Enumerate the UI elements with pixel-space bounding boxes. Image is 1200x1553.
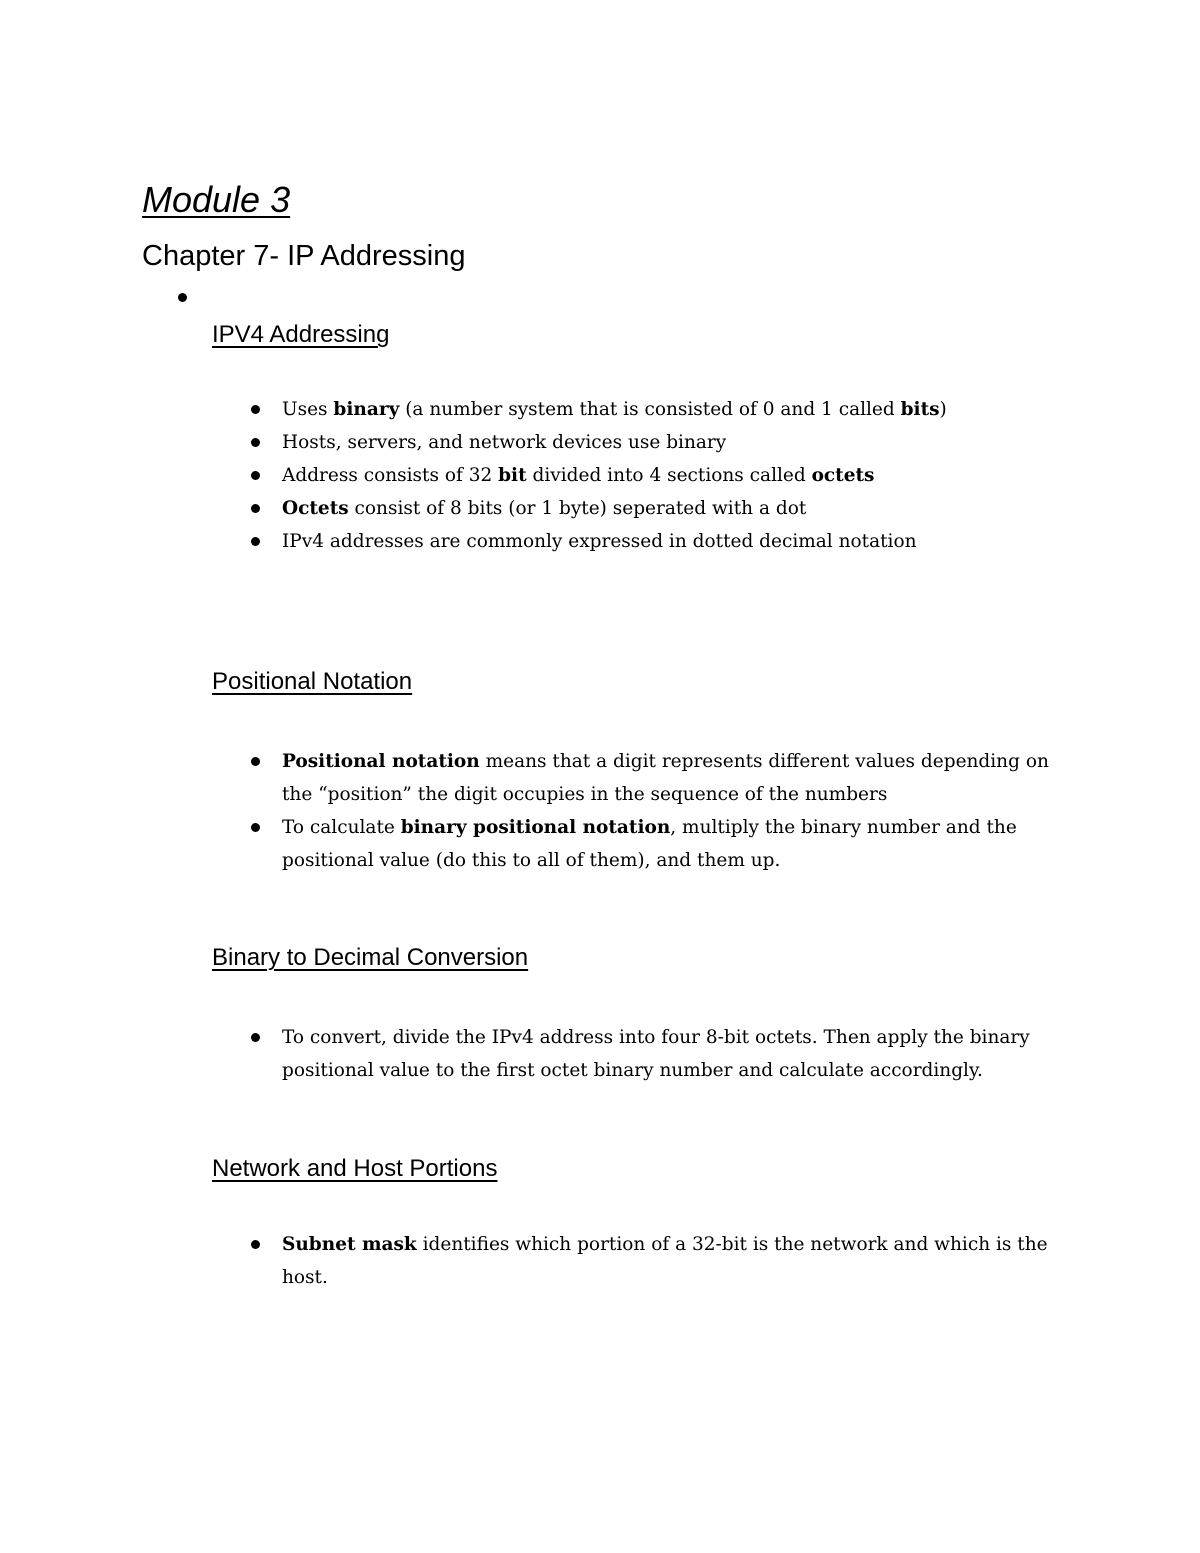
list-item-bold-term: Positional notation — [282, 751, 480, 772]
list-item-bold-term: bit — [498, 465, 527, 486]
bullet-list-ipv4-addressing — [282, 393, 1072, 558]
list-item — [282, 745, 1072, 811]
bullet-list-network-host-portions — [282, 1228, 1072, 1294]
list-item-text: divided into 4 sections called — [526, 465, 812, 486]
bullet-list-positional-notation — [282, 745, 1072, 877]
list-item-text: IPv4 addresses are commonly expressed in dotted decimal notation — [282, 531, 917, 552]
list-item-bold-term: octets — [811, 465, 875, 486]
empty-bullet-icon — [178, 293, 187, 302]
list-item — [282, 525, 1072, 558]
section-heading-binary-to-decimal: Binary to Decimal Conversion — [212, 944, 529, 971]
list-item-text: , multiply the binary number and the positional value (do this to all of them), and them up. — [282, 817, 1017, 871]
list-item — [282, 393, 1072, 426]
list-item — [282, 459, 1072, 492]
list-item-text: (a number system that is consisted of 0 and 1 called — [399, 399, 901, 420]
list-item-bold-term: bits — [900, 399, 940, 420]
list-item-text: identifies which portion of a 32-bit is the network and which is the host. — [282, 1234, 1048, 1288]
list-item-text: consist of 8 bits (or 1 byte) seperated with a dot — [348, 498, 807, 519]
list-item-bold-term: binary positional notation — [400, 817, 671, 838]
list-item-text: means that a digit represents different values depending on the “position” the digit occupies in the sequence of the numbers — [282, 751, 1049, 805]
list-item-text: To calculate — [282, 817, 401, 838]
list-item — [282, 1021, 1072, 1087]
list-item — [282, 426, 1072, 459]
list-item-text: ) — [939, 399, 947, 420]
list-item-bold-term: Subnet mask — [282, 1234, 417, 1255]
list-item-text: Hosts, servers, and network devices use binary — [282, 432, 727, 453]
list-item-text: Address consists of 32 — [282, 465, 499, 486]
list-item-text: To convert, divide the IPv4 address into four 8-bit octets. Then apply the binary positional value to the first octet binary number and calculate accordingly. — [282, 1027, 1030, 1081]
section-heading-network-host-portions: Network and Host Portions — [212, 1155, 498, 1182]
list-item-bold-term: Octets — [282, 498, 349, 519]
list-item — [282, 492, 1072, 525]
list-item-text: Uses — [282, 399, 334, 420]
list-item-bold-term: binary — [333, 399, 400, 420]
list-item — [282, 811, 1072, 877]
section-heading-ipv4-addressing: IPV4 Addressing — [212, 321, 390, 348]
list-item — [282, 1228, 1072, 1294]
module-title: Module 3 — [142, 179, 291, 220]
section-heading-positional-notation: Positional Notation — [212, 668, 413, 695]
chapter-title: Chapter 7- IP Addressing — [142, 240, 466, 272]
bullet-list-binary-to-decimal — [282, 1021, 1072, 1087]
